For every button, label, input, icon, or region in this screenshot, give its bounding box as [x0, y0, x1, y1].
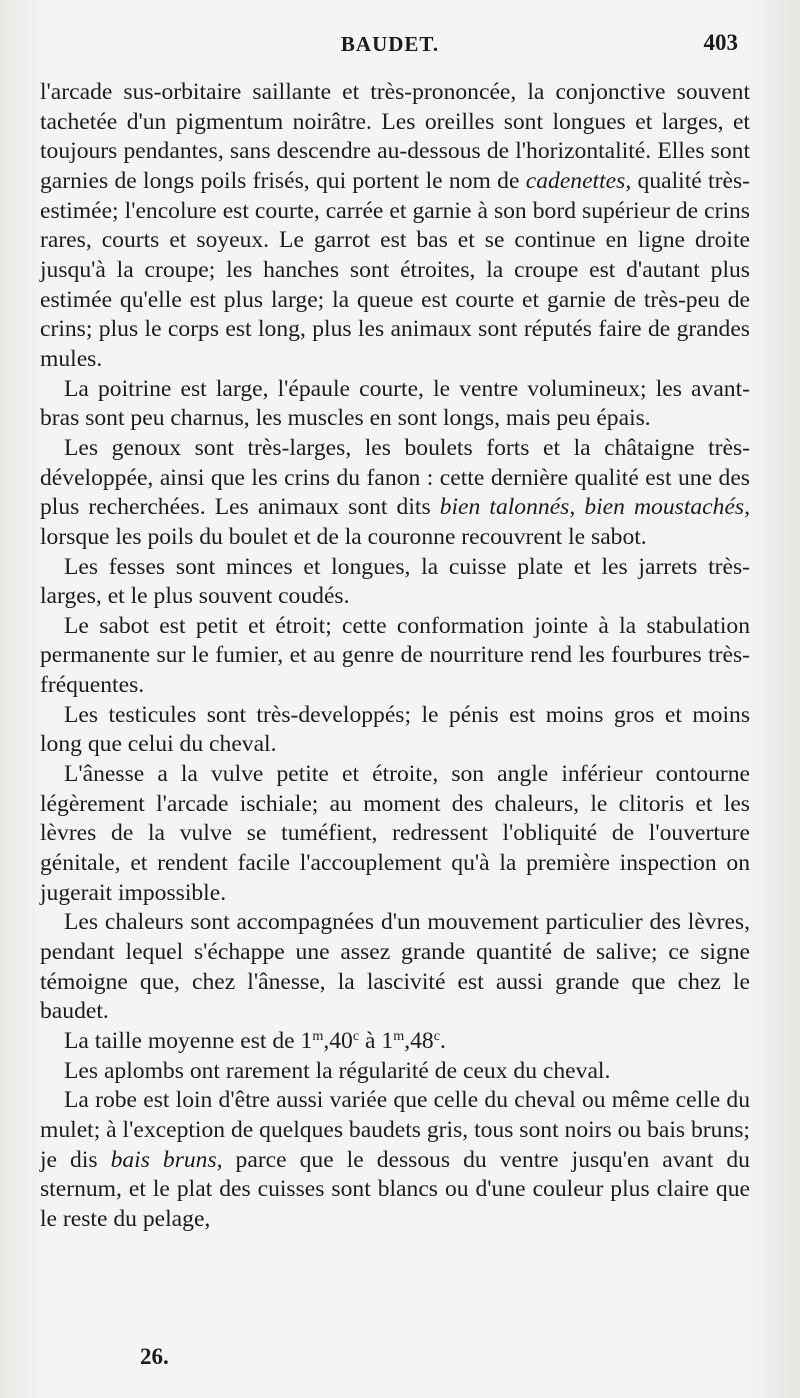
paragraph: Les fesses sont minces et longues, la cuisse plate et les jarrets très-larges, et le plus souvent coudés. [40, 553, 750, 610]
paragraph: Le sabot est petit et étroit; cette conformation jointe à la stabulation permanente sur le fumier, et au genre de nourriture rend les fourbures très-fréquentes. [40, 612, 750, 699]
page-number: 403 [703, 30, 738, 55]
paragraph: La poitrine est large, l'épaule courte, le ventre volumineux; les avant-bras sont peu charnus, les muscles en sont longs, mais peu épais. [40, 375, 750, 432]
signature-mark: 26. [140, 1344, 169, 1369]
paragraph: Les aplombs ont rarement la régularité de ceux du cheval. [64, 1057, 611, 1084]
italic-term: bais bruns, [110, 1146, 223, 1173]
running-head: BAUDET. [340, 32, 440, 56]
paragraph: Les testicules sont très-developpés; le pénis est moins gros et moins long que celui du cheval. [40, 701, 750, 758]
paragraph: L'ânesse a la vulve petite et étroite, son angle inférieur contourne légèrement l'arcade ischiale; au moment des chaleurs, le clitoris et les lèvres de la vulve se tuméfient, redressent l'obliquité de l'ouverture génitale, et rendent facile l'accouplement qu'à la première inspection on jugerait impossible. [40, 761, 750, 906]
italic-term: bien talonnés, bien moustachés, [439, 494, 750, 521]
paragraph: Les genoux sont très-larges, les boulets forts et la châtaigne très-développée, ainsi que les crins du fanon : cette dernière qualité est une des plus recherchées. Les animaux sont dits bien talonnés, bien moustachés, lorsque les poils du boulet et de la couronne recouvrent le sabot. [40, 434, 750, 550]
paragraph: La taille moyenne est de 1$^m$,40$^c$ à 1$^m$,48$^c$. [64, 1028, 446, 1054]
paragraph: l'arcade sus-orbitaire saillante et très-prononcée, la conjonctive souvent tachetée d'un pigmentum noirâtre. Les oreilles sont longues et larges, et toujours pendantes, sans descendre au-dessous de l'horizontalité. Elles sont garnies de longs poils frisés, qui portent le nom de cadenettes, qualité très-estimée; l'encolure est courte, carrée et garnie à son bord supérieur de crins rares, courts et soyeux. Le garrot est bas et se continue en ligne droite jusqu'à la croupe; les hanches sont étroites, la croupe est d'autant plus estimée qu'elle est plus large; la queue est courte et garnie de très-peu de crins; plus le corps est long, plus les animaux sont réputés faire de grandes mules. [40, 79, 750, 372]
paragraph: Les chaleurs sont accompagnées d'un mouvement particulier des lèvres, pendant lequel s'échappe une assez grande quantité de salive; ce signe témoigne que, chez l'ânesse, la lascivité est aussi grande que chez le baudet. [40, 909, 750, 1025]
italic-term: cadenettes, [525, 167, 632, 194]
page-body [40, 78, 750, 1235]
paragraph: La robe est loin d'être aussi variée que celle du cheval ou même celle du mulet; à l'exception de quelques baudets gris, tous sont noirs ou bais bruns; je dis bais bruns, parce que le dessous du ventre jusqu'en avant du sternum, et le plat des cuisses sont blancs ou d'une couleur plus claire que le reste du pelage, [40, 1087, 750, 1232]
page-header [42, 30, 738, 62]
